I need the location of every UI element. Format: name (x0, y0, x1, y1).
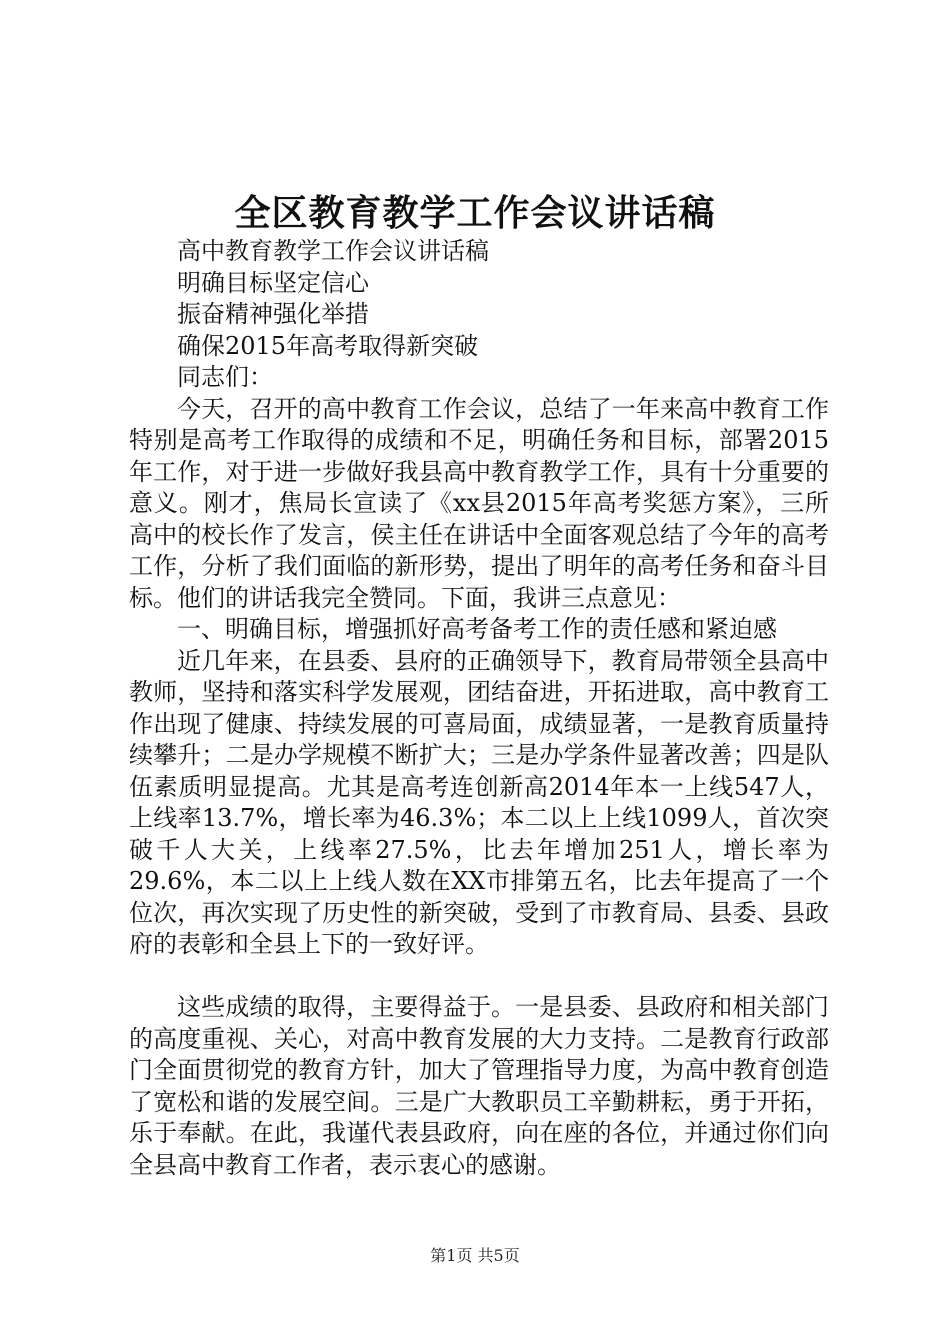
paragraph-gap (129, 961, 829, 993)
subtitle-line: 明确目标坚定信心 (177, 268, 369, 297)
paragraph-reasons: 这些成绩的取得，主要得益于。一是县委、县政府和相关部门的高度重视、关心，对高中教育发展的大力支持。二是教育行政部门全面贯彻党的教育方针，加大了管理指导力度，为高中教育创造了宽松和谐的发展空间。三是广大教职员工辛勤耕耘，勇于开拓，乐于奉献。在此，我谨代表县政府，向在座的各位，并通过你们向全县高中教育工作者，表示衷心的感谢。 (129, 993, 829, 1179)
subtitle-line: 振奋精神强化举措 (177, 300, 369, 328)
section-heading: 一、明确目标，增强抓好高考备考工作的责任感和紧迫感 (177, 615, 777, 643)
document-title: 全区教育教学工作会议讲话稿 (234, 193, 716, 234)
salutation: 同志们： (177, 363, 273, 391)
paragraph-achievements: 近几年来，在县委、县府的正确领导下，教育局带领全县高中教师，坚持和落实科学发展观，团结奋进，开拓进取，高中教育工作出现了健康、持续发展的可喜局面，成绩显著，一是教育质量持续攀升；二是办学规模不断扩大；三是办学条件显著改善；四是队伍素质明显提高。尤其是高考连创新高2014年本一上线547人，上线率13.7%，增长率为46.3%；本二以上上线1099人，首次突破千人大关，上线率27.5%，比去年增加251人，增长率为29.6%，本二以上上线人数在XX市排第五名，比去年提高了一个位次，再次实现了历史性的新突破，受到了市教育局、县委、县政府的表彰和全县上下的一致好评。 (129, 646, 829, 958)
subtitle-line: 确保2015年高考取得新突破 (177, 331, 479, 360)
subtitle-line: 高中教育教学工作会议讲话稿 (177, 237, 489, 265)
paragraph-opening: 今天，召开的高中教育工作会议，总结了一年来高中教育工作特别是高考工作取得的成绩和不足，明确任务和目标，部署2015年工作，对于进一步做好我县高中教育教学工作，具有十分重要的意义。刚才，焦局长宣读了《xx县2015年高考奖惩方案》，三所高中的校长作了发言，侯主任在讲话中全面客观总结了今年的高考工作，分析了我们面临的新形势，提出了明年的高考任务和奋斗目标。他们的讲话我完全赞同。下面，我讲三点意见： (129, 394, 829, 612)
document-body (129, 236, 829, 1181)
page-number-footer: 第1页 共5页 (430, 1246, 520, 1265)
